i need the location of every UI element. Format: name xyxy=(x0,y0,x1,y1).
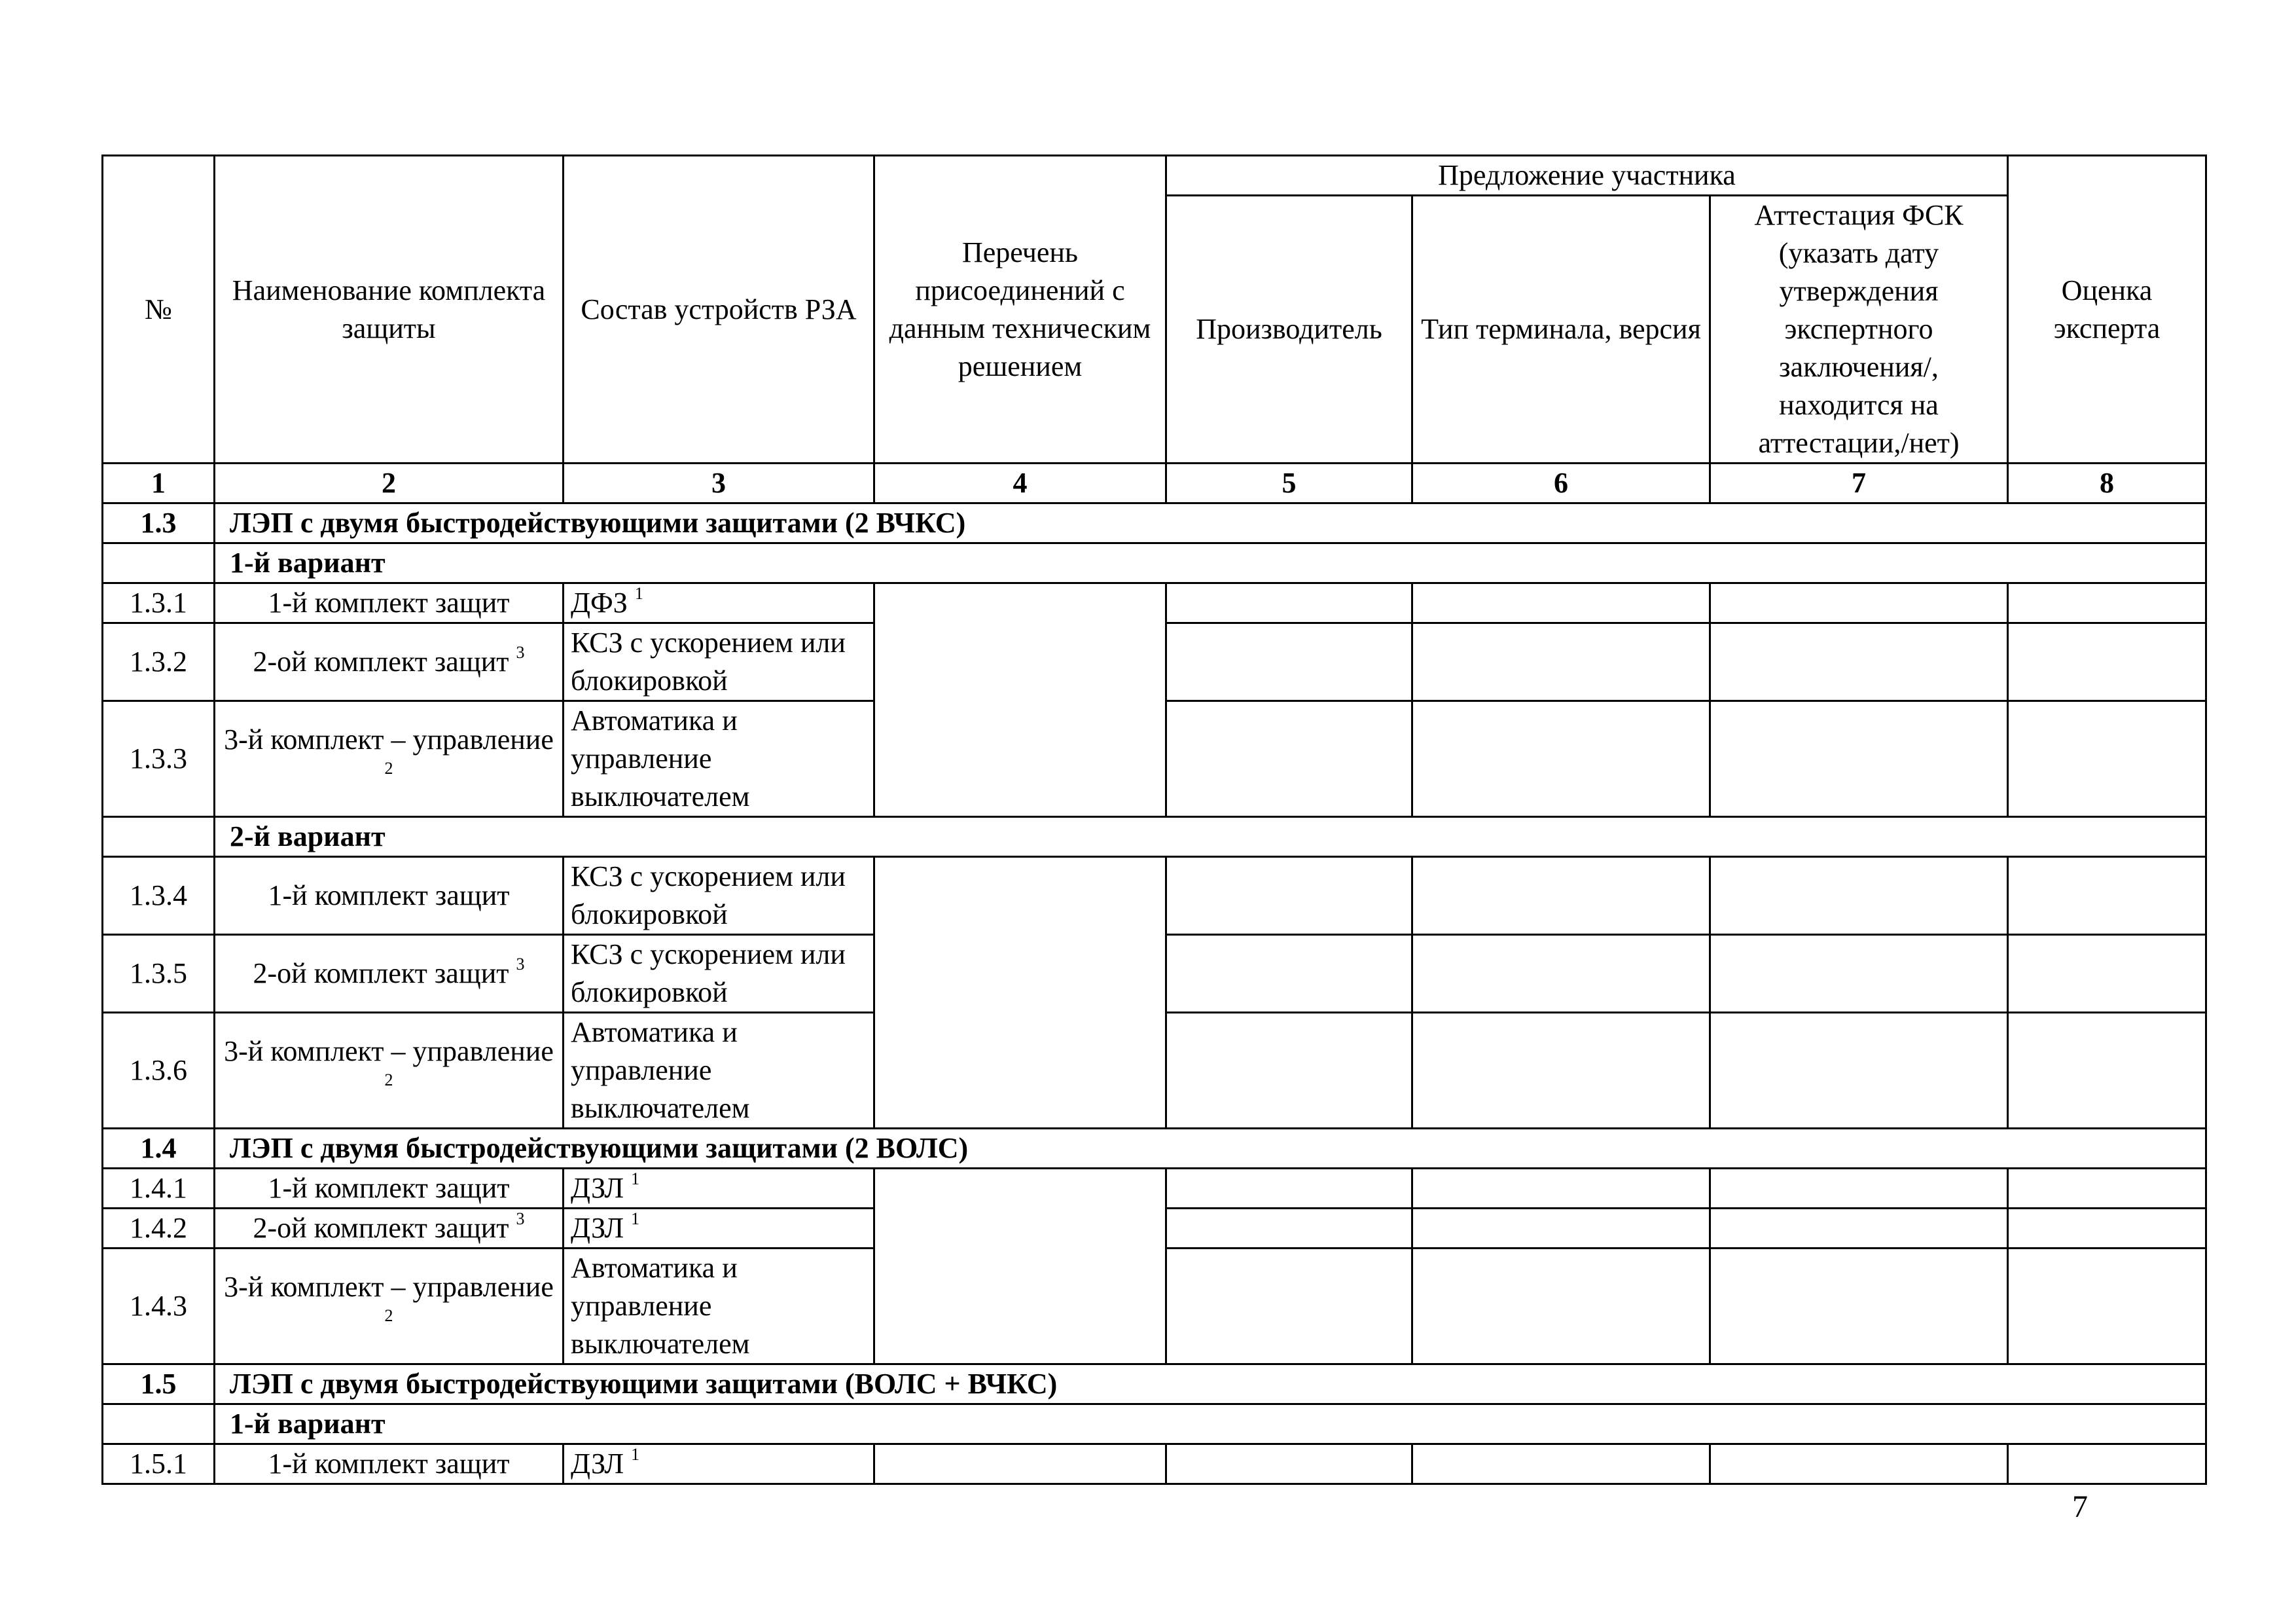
empty-cell xyxy=(2008,1209,2206,1249)
empty-cell xyxy=(1710,701,2008,817)
empty-cell xyxy=(1412,1013,1710,1129)
header-terminal: Тип терминала, версия xyxy=(1412,196,1710,464)
table-row xyxy=(103,857,2206,935)
empty-cell xyxy=(1166,1444,1412,1484)
row-number: 1.4.2 xyxy=(103,1209,215,1249)
device-text: Автоматика и управление выключателем xyxy=(571,704,750,812)
empty-cell xyxy=(1710,1249,2008,1364)
column-number: 4 xyxy=(874,464,1166,503)
empty-cell xyxy=(103,543,215,583)
header-attestation: Аттестация ФСК (указать дату утверждения экспертного заключения/, находится на аттестации,/нет) xyxy=(1710,196,2008,464)
empty-cell xyxy=(103,1404,215,1444)
column-number-row xyxy=(103,464,2206,503)
empty-cell xyxy=(2008,857,2206,935)
empty-cell xyxy=(2008,701,2206,817)
empty-cell xyxy=(1412,857,1710,935)
kit-name xyxy=(215,583,564,623)
kit-name xyxy=(215,1209,564,1249)
section-title: ЛЭП с двумя быстродействующими защитами (2 ВЧКС) xyxy=(215,503,2206,543)
connections-cell xyxy=(874,857,1166,1129)
empty-cell xyxy=(1710,623,2008,701)
column-number: 8 xyxy=(2008,464,2206,503)
header-offer: Предложение участника xyxy=(1166,156,2008,196)
footnote-mark: 1 xyxy=(634,584,643,604)
device-cell xyxy=(564,857,874,935)
header-num: № xyxy=(103,156,215,464)
empty-cell xyxy=(1412,623,1710,701)
section-title: ЛЭП с двумя быстродействующими защитами (2 ВОЛС) xyxy=(215,1129,2206,1169)
empty-cell xyxy=(1166,583,1412,623)
empty-cell xyxy=(2008,1444,2206,1484)
kit-name xyxy=(215,1249,564,1364)
kit-name xyxy=(215,1169,564,1209)
kit-name-text: 1-й комплект защит xyxy=(268,587,510,619)
empty-cell xyxy=(1166,623,1412,701)
device-cell xyxy=(564,1013,874,1129)
footnote-mark: 3 xyxy=(516,643,525,663)
kit-name xyxy=(215,623,564,701)
empty-cell xyxy=(103,817,215,857)
section-row xyxy=(103,503,2206,543)
header-name: Наименование комплекта защиты xyxy=(215,156,564,464)
kit-name xyxy=(215,935,564,1013)
row-number: 1.5.1 xyxy=(103,1444,215,1484)
empty-cell xyxy=(1710,1209,2008,1249)
kit-name-text: 2-ой комплект защит xyxy=(253,957,509,989)
kit-name-text: 1-й комплект защит xyxy=(268,1448,510,1480)
protection-table xyxy=(101,155,2207,1485)
empty-cell xyxy=(2008,583,2206,623)
empty-cell xyxy=(1412,935,1710,1013)
kit-name-text: 2-ой комплект защит xyxy=(253,1212,509,1244)
table-row xyxy=(103,1444,2206,1484)
empty-cell xyxy=(2008,1169,2206,1209)
device-cell xyxy=(564,701,874,817)
device-cell xyxy=(564,1444,874,1484)
section-number: 1.4 xyxy=(103,1129,215,1169)
empty-cell xyxy=(1166,1013,1412,1129)
table-row xyxy=(103,1169,2206,1209)
row-number: 1.3.1 xyxy=(103,583,215,623)
device-text: Автоматика и управление выключателем xyxy=(571,1016,750,1124)
empty-cell xyxy=(1710,1013,2008,1129)
header-devices: Состав устройств РЗА xyxy=(564,156,874,464)
connections-cell xyxy=(874,1444,1166,1484)
footnote-mark: 1 xyxy=(631,1169,640,1189)
empty-cell xyxy=(2008,623,2206,701)
empty-cell xyxy=(1412,1249,1710,1364)
footnote-mark: 2 xyxy=(384,759,393,778)
kit-name xyxy=(215,1013,564,1129)
connections-cell xyxy=(874,583,1166,817)
section-number: 1.3 xyxy=(103,503,215,543)
device-cell xyxy=(564,1169,874,1209)
kit-name-text: 1-й комплект защит xyxy=(268,1172,510,1204)
variant-row xyxy=(103,817,2206,857)
empty-cell xyxy=(2008,1249,2206,1364)
header-row xyxy=(103,156,2206,196)
empty-cell xyxy=(1166,1209,1412,1249)
empty-cell xyxy=(1412,1444,1710,1484)
variant-row xyxy=(103,543,2206,583)
empty-cell xyxy=(1412,701,1710,817)
table-row xyxy=(103,583,2206,623)
empty-cell xyxy=(2008,1013,2206,1129)
empty-cell xyxy=(1166,935,1412,1013)
empty-cell xyxy=(1710,857,2008,935)
variant-title: 2-й вариант xyxy=(215,817,2206,857)
device-text: Автоматика и управление выключателем xyxy=(571,1252,750,1360)
column-number: 7 xyxy=(1710,464,2008,503)
column-number: 5 xyxy=(1166,464,1412,503)
empty-cell xyxy=(1412,1169,1710,1209)
kit-name-text: 1-й комплект защит xyxy=(268,879,510,911)
section-number: 1.5 xyxy=(103,1364,215,1404)
device-text: ДЗЛ xyxy=(571,1448,624,1480)
header-evaluation: Оценка эксперта xyxy=(2008,156,2206,464)
device-text: КСЗ с ускорением или блокировкой xyxy=(571,627,846,697)
column-number: 2 xyxy=(215,464,564,503)
footnote-mark: 3 xyxy=(516,1209,525,1229)
device-text: КСЗ с ускорением или блокировкой xyxy=(571,860,846,930)
kit-name xyxy=(215,857,564,935)
empty-cell xyxy=(1710,1444,2008,1484)
empty-cell xyxy=(2008,935,2206,1013)
footnote-mark: 1 xyxy=(631,1445,640,1465)
kit-name-text: 3-й комплект – управление xyxy=(224,723,554,756)
variant-title: 1-й вариант xyxy=(215,543,2206,583)
connections-cell xyxy=(874,1169,1166,1364)
device-cell xyxy=(564,1249,874,1364)
empty-cell xyxy=(1412,1209,1710,1249)
row-number: 1.4.3 xyxy=(103,1249,215,1364)
device-cell xyxy=(564,623,874,701)
empty-cell xyxy=(1166,1169,1412,1209)
device-text: ДЗЛ xyxy=(571,1172,624,1204)
device-text: КСЗ с ускорением или блокировкой xyxy=(571,938,846,1008)
column-number: 6 xyxy=(1412,464,1710,503)
empty-cell xyxy=(1166,1249,1412,1364)
device-cell xyxy=(564,935,874,1013)
row-number: 1.3.4 xyxy=(103,857,215,935)
row-number: 1.4.1 xyxy=(103,1169,215,1209)
section-row xyxy=(103,1129,2206,1169)
footnote-mark: 2 xyxy=(384,1306,393,1326)
row-number: 1.3.6 xyxy=(103,1013,215,1129)
device-text: ДФЗ xyxy=(571,587,628,619)
kit-name xyxy=(215,1444,564,1484)
empty-cell xyxy=(1710,1169,2008,1209)
page-number: 7 xyxy=(2072,1489,2088,1524)
kit-name-text: 3-й комплект – управление xyxy=(224,1035,554,1067)
row-number: 1.3.2 xyxy=(103,623,215,701)
footnote-mark: 1 xyxy=(631,1209,640,1229)
variant-row xyxy=(103,1404,2206,1444)
row-number: 1.3.5 xyxy=(103,935,215,1013)
device-cell xyxy=(564,1209,874,1249)
header-connections: Перечень присоединений с данным техническим решением xyxy=(874,156,1166,464)
column-number: 3 xyxy=(564,464,874,503)
kit-name-text: 3-й комплект – управление xyxy=(224,1271,554,1303)
section-title: ЛЭП с двумя быстродействующими защитами (ВОЛС + ВЧКС) xyxy=(215,1364,2206,1404)
device-text: ДЗЛ xyxy=(571,1212,624,1244)
section-row xyxy=(103,1364,2206,1404)
device-cell xyxy=(564,583,874,623)
empty-cell xyxy=(1166,701,1412,817)
empty-cell xyxy=(1412,583,1710,623)
row-number: 1.3.3 xyxy=(103,701,215,817)
footnote-mark: 3 xyxy=(516,955,525,974)
empty-cell xyxy=(1710,935,2008,1013)
kit-name xyxy=(215,701,564,817)
kit-name-text: 2-ой комплект защит xyxy=(253,646,509,678)
header-manufacturer: Производитель xyxy=(1166,196,1412,464)
column-number: 1 xyxy=(103,464,215,503)
empty-cell xyxy=(1166,857,1412,935)
variant-title: 1-й вариант xyxy=(215,1404,2206,1444)
empty-cell xyxy=(1710,583,2008,623)
footnote-mark: 2 xyxy=(384,1070,393,1090)
